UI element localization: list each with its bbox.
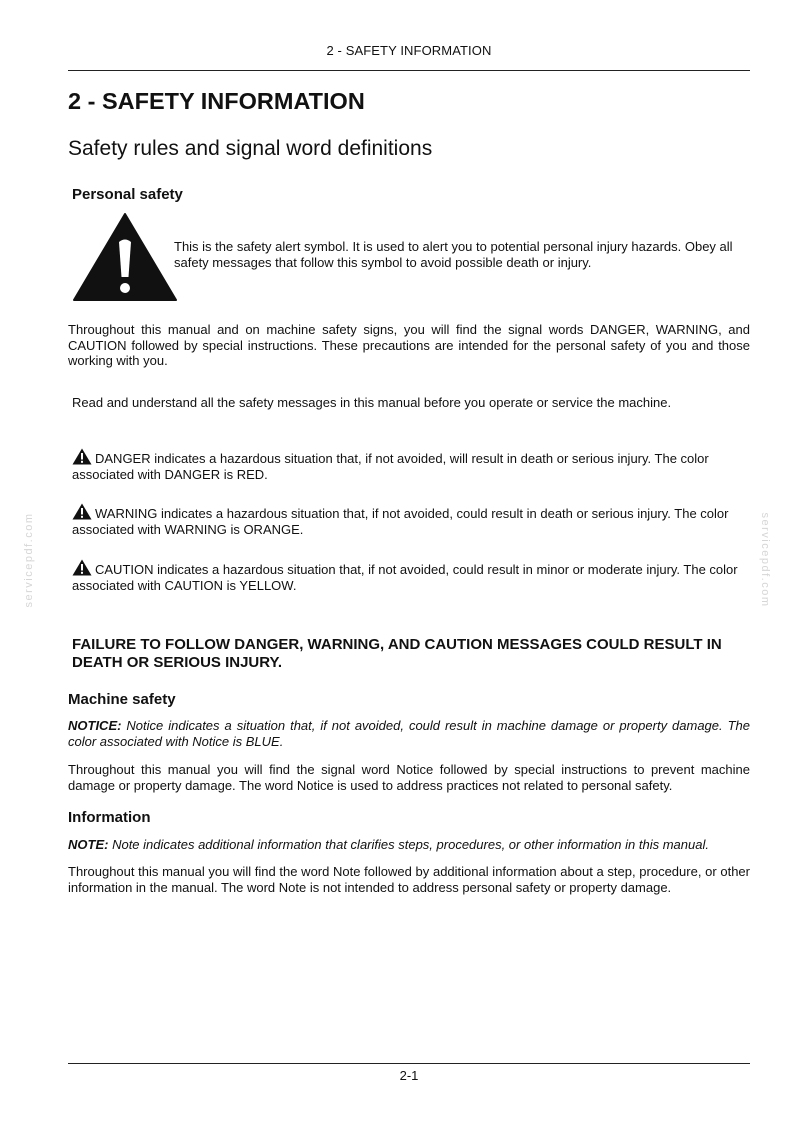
danger-alert-icon [72,448,92,465]
footer-divider [68,1063,750,1064]
information-heading: Information [68,809,151,826]
caution-definition [72,559,750,593]
page-title: 2 - SAFETY INFORMATION [68,88,365,114]
header-divider [68,70,750,71]
safety-alert-triangle-icon [72,212,178,302]
danger-definition [72,448,750,482]
information-body: Throughout this manual you will find the word Note followed by additional information about a step, procedure, or other information in the manual. The word Note is not intended to address personal safety or property damage. [68,864,750,895]
note-label: NOTE: [68,837,109,852]
personal-safety-heading: Personal safety [72,186,183,203]
read-safety-messages: Read and understand all the safety messages in this manual before you operate or service the machine. [72,395,672,410]
signal-words-intro: Throughout this manual and on machine safety signs, you will find the signal words DANGER, WARNING, and CAUTION followed by special instructions. These precautions are intended for the personal safety of you and those working with you. [68,322,750,369]
notice-label: NOTICE: [68,718,122,733]
machine-safety-heading: Machine safety [68,691,176,708]
section-subtitle: Safety rules and signal word definitions [68,137,433,160]
notice-text: Notice indicates a situation that, if not avoided, could result in machine damage or property damage. The color associated with Notice is BLUE. [68,718,750,749]
running-header: 2 - SAFETY INFORMATION [326,43,492,58]
caution-alert-icon [72,559,92,576]
watermark-right: servicepdf.com [759,512,771,608]
note-definition [68,837,750,853]
failure-warning: FAILURE TO FOLLOW DANGER, WARNING, AND CAUTION MESSAGES COULD RESULT IN DEATH OR SERIOUS INJURY. [72,636,722,671]
warning-text: WARNING indicates a hazardous situation that, if not avoided, could result in death or serious injury. The color associated with WARNING is ORANGE. [72,506,729,537]
notice-definition [68,718,750,749]
warning-definition [72,503,750,537]
caution-text: CAUTION indicates a hazardous situation that, if not avoided, could result in minor or moderate injury. The color associated with CAUTION is YELLOW. [72,562,738,593]
danger-text: DANGER indicates a hazardous situation that, if not avoided, will result in death or serious injury. The color associated with DANGER is RED. [72,451,709,482]
machine-safety-body: Throughout this manual you will find the signal word Notice followed by special instructions to prevent machine damage or property damage. The word Notice is used to address practices not related to personal safety. [68,762,750,793]
note-text: Note indicates additional information that clarifies steps, procedures, or other information in this manual. [112,837,709,852]
page-number: 2-1 [399,1068,419,1083]
warning-alert-icon [72,503,92,520]
safety-alert-description: This is the safety alert symbol. It is used to alert you to potential personal injury hazards. Obey all safety messages that follow this symbol to avoid possible death or injury. [174,239,733,270]
watermark-left: servicepdf.com [23,512,35,608]
